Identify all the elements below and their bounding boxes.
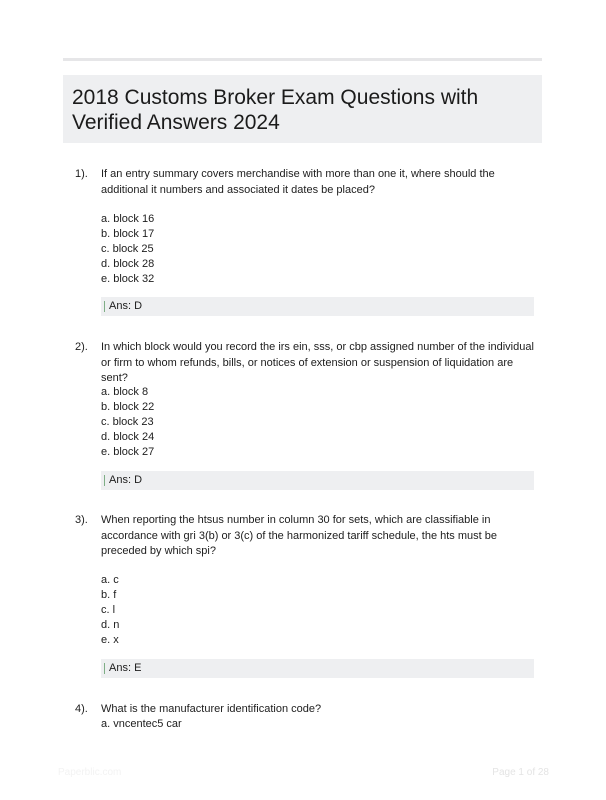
option-list <box>101 385 154 460</box>
option-a: a. block 16 <box>101 213 155 225</box>
question-text: What is the manufacturer identification code? <box>101 703 322 715</box>
option-e: e. block 27 <box>101 446 155 458</box>
answer-box <box>101 297 534 316</box>
answer-marker <box>104 475 105 486</box>
option-c: c. block 23 <box>101 416 154 428</box>
option-e: e. x <box>101 634 119 646</box>
header-divider <box>63 58 542 61</box>
option-b: b. block 17 <box>101 228 155 240</box>
option-d: d. n <box>101 619 120 631</box>
question-text: When reporting the htsus number in column 30 for sets, which are classifiable in accordance with gri 3(b) or 3(c) of the harmonized tariff schedule, the hts must be preceded by which spi? <box>101 514 497 557</box>
answer-text: Ans: D <box>109 474 143 486</box>
question-number: 3). <box>75 514 88 526</box>
option-c: c. block 25 <box>101 243 154 255</box>
option-a: a. c <box>101 574 119 586</box>
option-a: a. vncentec5 car <box>101 718 182 730</box>
footer-watermark: Paperblic.com <box>58 767 122 778</box>
option-b: b. f <box>101 589 117 601</box>
page-number: Page 1 of 28 <box>492 767 549 778</box>
answer-box <box>101 471 534 490</box>
option-a: a. block 8 <box>101 386 149 398</box>
option-e: e. block 32 <box>101 273 155 285</box>
answer-text: Ans: E <box>109 662 142 674</box>
answer-marker <box>104 663 105 674</box>
option-c: c. l <box>101 604 116 616</box>
question-number: 4). <box>75 703 88 715</box>
option-list <box>101 573 119 648</box>
title-banner <box>63 75 542 143</box>
option-list <box>101 717 182 732</box>
question-text: If an entry summary covers merchandise with more than one it, where should the additional it numbers and associated it dates be placed? <box>101 168 495 196</box>
question-number: 1). <box>75 168 88 180</box>
option-list <box>101 212 154 287</box>
answer-text: Ans: D <box>109 300 143 312</box>
page-title: 2018 Customs Broker Exam Questions with Verified Answers 2024 <box>72 86 479 134</box>
question-text: In which block would you record the irs ein, sss, or cbp assigned number of the individual or firm to whom refunds, bills, or notices of extension or suspension of liquidation are sent? <box>101 341 534 384</box>
option-d: d. block 28 <box>101 258 155 270</box>
option-d: d. block 24 <box>101 431 155 443</box>
question-number: 2). <box>75 341 88 353</box>
option-b: b. block 22 <box>101 401 155 413</box>
answer-box <box>101 659 534 678</box>
answer-marker <box>104 301 105 312</box>
